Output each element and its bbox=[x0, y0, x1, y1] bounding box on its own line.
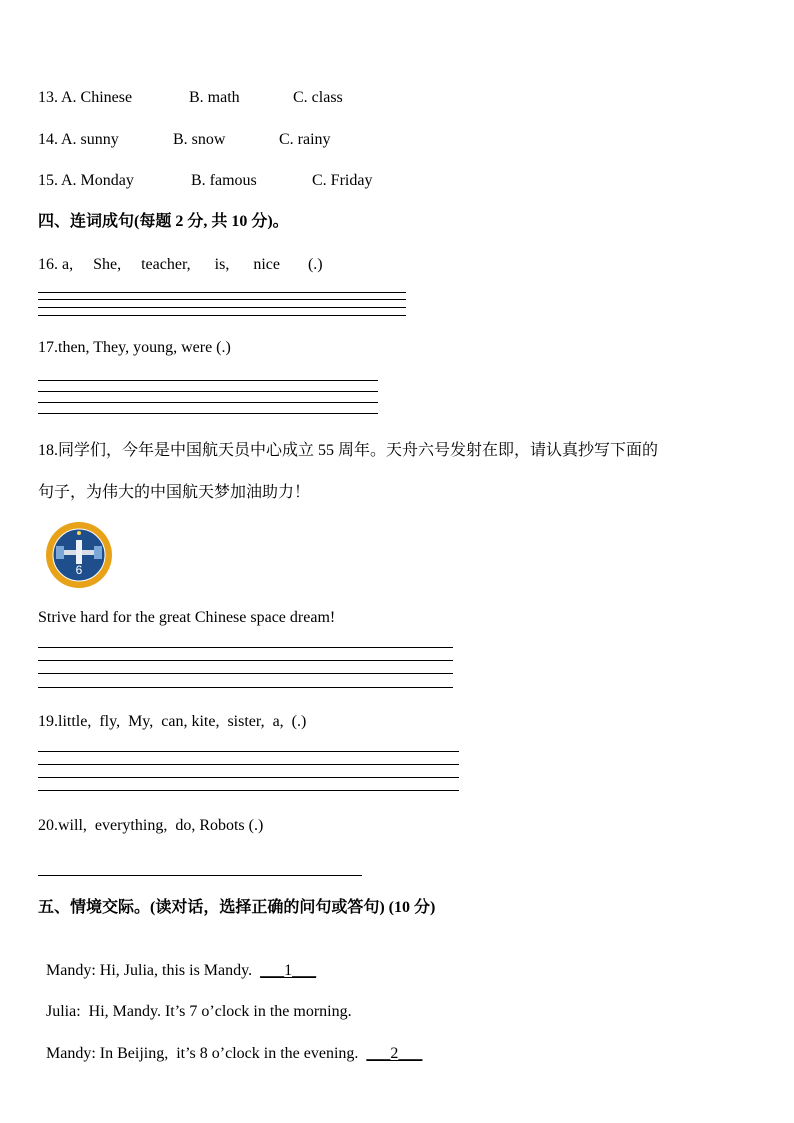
answer-line[interactable] bbox=[38, 292, 406, 293]
answer-line[interactable] bbox=[38, 790, 459, 791]
space-mission-emblem-icon bbox=[38, 520, 120, 590]
section-5-heading: 五、情境交际。(读对话，选择正确的问句或答句) (10 分) bbox=[38, 899, 436, 916]
dialog-text: In Beijing, it’s 8 o’clock in the evening. bbox=[95, 1045, 367, 1062]
answer-line[interactable] bbox=[38, 660, 453, 661]
dialog-line-2 bbox=[38, 982, 352, 1022]
question-14-option-b: B. snow bbox=[173, 131, 226, 148]
dialog-line-1 bbox=[38, 941, 316, 981]
question-18-instruction-line1: 18.同学们，今年是中国航天员中心成立 55 周年。天舟六号发射在即，请认真抄写下面的 bbox=[38, 442, 659, 459]
question-13-number: 13. bbox=[38, 89, 58, 106]
question-17-words: 17.then, They, young, were (.) bbox=[38, 339, 231, 356]
dialog-text: Hi, Mandy. It’s 7 o’clock in the morning. bbox=[80, 1003, 352, 1020]
answer-blank-1[interactable]: ___1___ bbox=[260, 962, 317, 979]
answer-line[interactable] bbox=[38, 413, 378, 414]
question-14-number: 14. bbox=[38, 131, 58, 148]
question-13-option-a: A. Chinese bbox=[61, 89, 133, 106]
section-4-heading: 四、连词成句(每题 2 分, 共 10 分)。 bbox=[38, 213, 289, 230]
answer-line[interactable] bbox=[38, 391, 378, 392]
dialog-line-3 bbox=[38, 1024, 422, 1064]
answer-line[interactable] bbox=[38, 875, 362, 876]
question-14-option-c: C. rainy bbox=[279, 131, 331, 148]
answer-line[interactable] bbox=[38, 687, 453, 688]
speaker-name: Julia: bbox=[46, 1003, 81, 1020]
answer-line[interactable] bbox=[38, 315, 406, 316]
question-15-option-a: A. Monday bbox=[61, 172, 134, 189]
question-16-words: 16. a, She, teacher, is, nice (.) bbox=[38, 256, 323, 273]
svg-text:6: 6 bbox=[75, 563, 83, 577]
answer-line[interactable] bbox=[38, 751, 459, 752]
answer-line[interactable] bbox=[38, 777, 459, 778]
answer-line[interactable] bbox=[38, 307, 406, 308]
question-20-words: 20.will, everything, do, Robots (.) bbox=[38, 817, 264, 834]
question-15-option-b: B. famous bbox=[191, 172, 257, 189]
answer-line[interactable] bbox=[38, 299, 406, 300]
question-15-number: 15. bbox=[38, 172, 58, 189]
question-19-words: 19.little, fly, My, can, kite, sister, a, (.) bbox=[38, 713, 307, 730]
question-15-option-c: C. Friday bbox=[312, 172, 373, 189]
dialog-text: Hi, Julia, this is Mandy. bbox=[95, 962, 261, 979]
question-18-sentence: Strive hard for the great Chinese space dream! bbox=[38, 609, 336, 626]
question-13-option-c: C. class bbox=[293, 89, 343, 106]
answer-blank-2[interactable]: ___2___ bbox=[366, 1045, 423, 1062]
question-18-instruction-line2: 句子，为伟大的中国航天梦加油助力！ bbox=[38, 484, 311, 501]
answer-line[interactable] bbox=[38, 764, 459, 765]
answer-line[interactable] bbox=[38, 673, 453, 674]
answer-line[interactable] bbox=[38, 402, 378, 403]
question-14-option-a: A. sunny bbox=[61, 131, 119, 148]
speaker-name: Mandy: bbox=[46, 1045, 96, 1062]
question-13-option-b: B. math bbox=[189, 89, 240, 106]
answer-line[interactable] bbox=[38, 380, 378, 381]
answer-line[interactable] bbox=[38, 647, 453, 648]
speaker-name: Mandy: bbox=[46, 962, 96, 979]
